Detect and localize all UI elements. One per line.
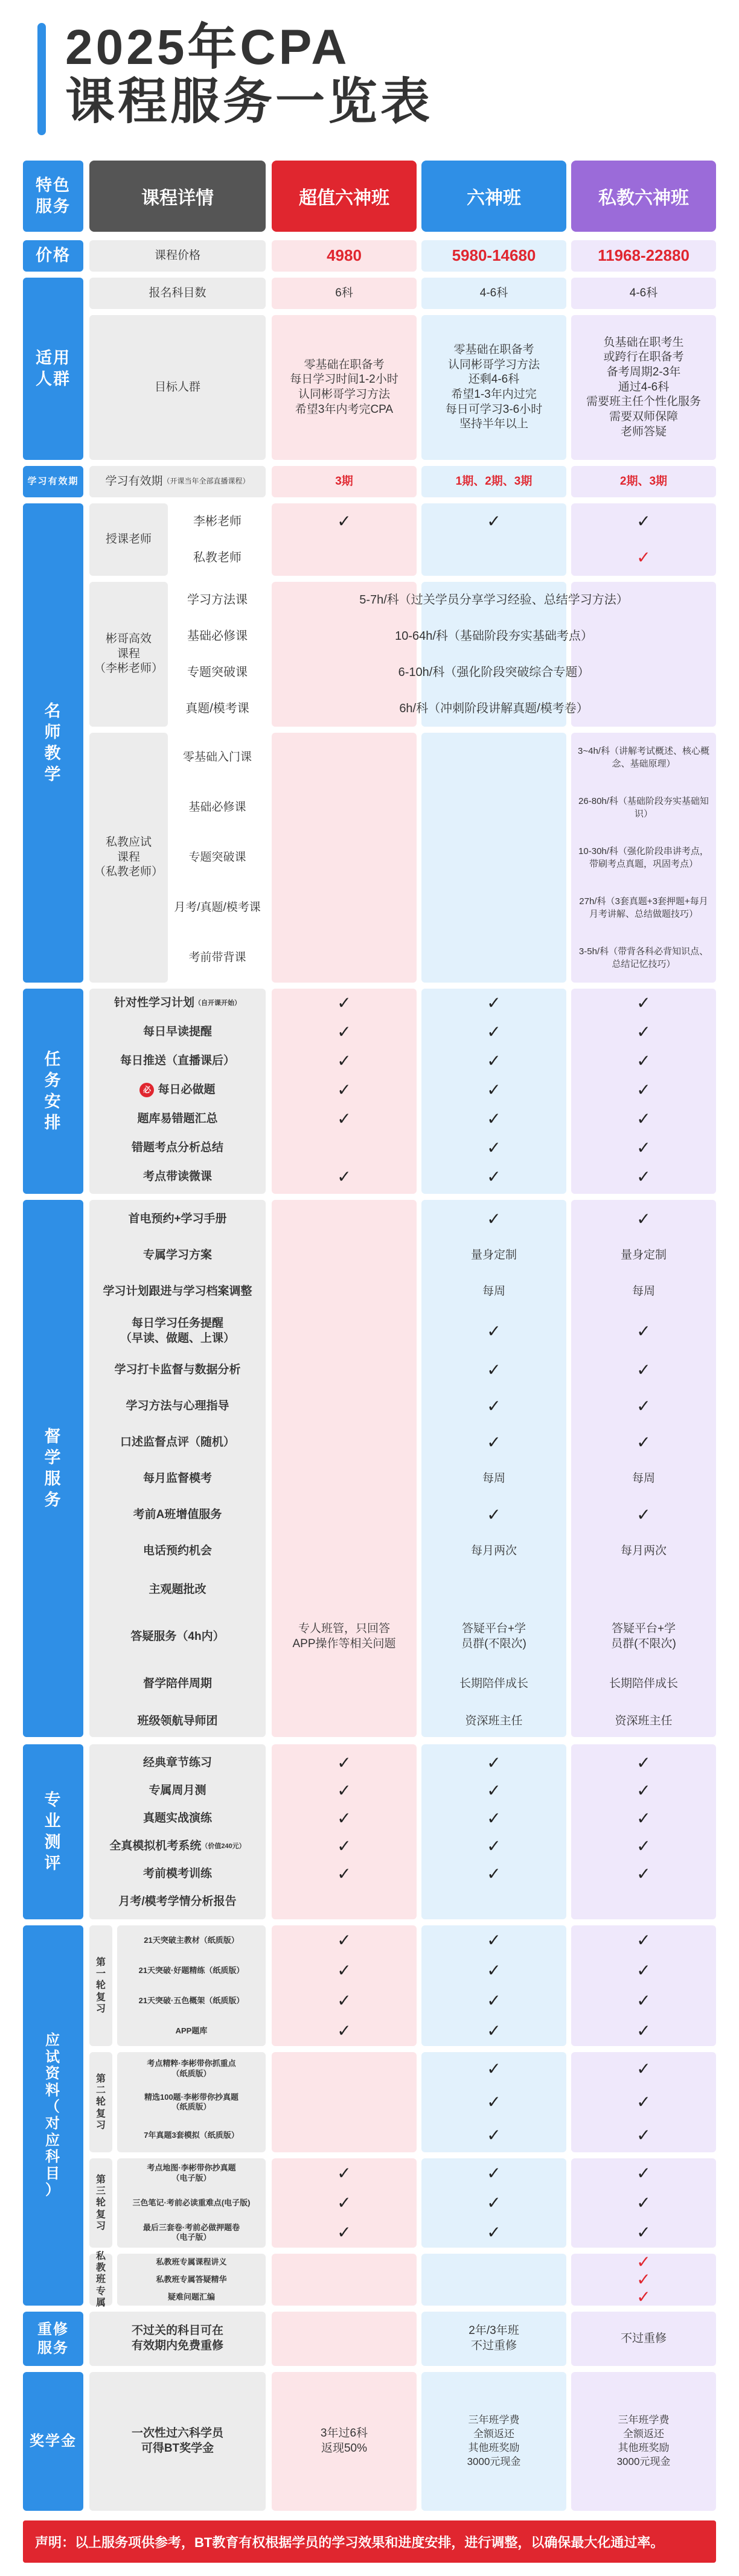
private-item-1: 基础必修课: [188, 801, 246, 814]
supervision-tick-6-plan3: ✓: [636, 1433, 651, 1452]
section-tasks: 任 务 安 排: [23, 989, 83, 1194]
private-item-2: 专题突破课: [188, 851, 246, 864]
supervision-tick-3-plan2: ✓: [487, 1322, 501, 1341]
material-tick-2-2-plan2: ✓: [487, 2223, 501, 2242]
retake-label: 不过关的科目可在 有效期内免费重修: [89, 2312, 266, 2366]
validity-label: 学习有效期: [105, 474, 163, 488]
material-round-3: 私 教 班 专 属: [89, 2254, 112, 2306]
material-item-1-0: 考点精粹·李彬带你抓重点 （纸质版）: [147, 2059, 236, 2078]
supervision-plan3-11: 答疑平台+学 员群(不限次): [611, 1622, 676, 1650]
material-tick-0-3-plan2: ✓: [487, 2021, 501, 2040]
task-tick-1-plan1: ✓: [337, 1022, 351, 1041]
supervision-item-6: 口述监督点评（随机）: [120, 1435, 235, 1449]
material-tick-2-0-plan1: ✓: [337, 2163, 351, 2182]
material-tick-2-2-plan3: ✓: [636, 2223, 651, 2242]
testing-item-label: 真题实战演练: [142, 1811, 212, 1825]
supervision-plan1-note: 专人班管，只回答 APP操作等相关问题: [292, 1622, 396, 1650]
supervision-item-11: 答疑服务（4h内）: [130, 1630, 225, 1643]
supervision-item-2: 学习计划跟进与学习档案调整: [103, 1284, 252, 1298]
header-feature-services: 特色 服务: [23, 161, 83, 232]
supervision-item-9: 电话预约机会: [142, 1544, 212, 1557]
bin-item-0: 学习方法课: [187, 593, 248, 607]
task-tick-3-plan1: ✓: [337, 1080, 351, 1099]
private-item-4: 考前带背课: [188, 951, 246, 964]
task-item-5: [89, 1133, 266, 1162]
private-plan-2-bg: [421, 733, 566, 983]
task-tick-4-plan1: ✓: [337, 1109, 351, 1128]
task-tick-5-plan3: ✓: [636, 1138, 651, 1157]
supervision-plan3-9: 每月两次: [620, 1544, 667, 1557]
supervision-item-10: 主观题批改: [149, 1583, 206, 1596]
testing-tick-2-plan1: ✓: [337, 1809, 351, 1828]
task-item-label: 针对性学习计划: [114, 996, 194, 1009]
bin-item-value-2: 6-10h/科（强化阶段突破综合专题）: [398, 666, 590, 679]
task-item-label: 每日必做题: [158, 1083, 216, 1096]
task-tick-0-plan3: ✓: [636, 993, 651, 1012]
task-item-label: 每日早读提醒: [142, 1025, 212, 1038]
material-plan1-bg-1: [272, 2052, 417, 2152]
subjects-plan-1: 6科: [272, 278, 417, 309]
supervision-item-4: 学习打卡监督与数据分析: [114, 1363, 241, 1376]
supervision-item-3: 每日学习任务提醒 （早读、做题、上课）: [120, 1317, 235, 1345]
scholarship-plan-2: 三年班学费 全额返还 其他班奖励 3000元现金: [421, 2372, 566, 2511]
material-tick-0-3-plan1: ✓: [337, 2021, 351, 2040]
material-tick-2-1-plan3: ✓: [636, 2193, 651, 2212]
material-tick-0-2-plan1: ✓: [337, 1991, 351, 2010]
testing-item-2: [89, 1805, 266, 1832]
material-item-1-2: 7年真题3套模拟（纸质版）: [144, 2131, 239, 2140]
testing-tick-3-plan3: ✓: [636, 1837, 651, 1855]
material-tick-2-1-plan1: ✓: [337, 2193, 351, 2212]
private-item-value-1: 26-80h/科（基础阶段夯实基础知识）: [578, 796, 709, 819]
testing-item-label: 经典章节练习: [142, 1756, 212, 1769]
testing-item-1: [89, 1777, 266, 1805]
testing-tick-0-plan1: ✓: [337, 1753, 351, 1772]
task-tick-5-plan2: ✓: [487, 1138, 501, 1157]
material-tick-1-0-plan3: ✓: [636, 2059, 651, 2078]
task-plan-note: （自开课开始）: [194, 999, 241, 1007]
page-title-line2: 课程服务一览表: [65, 74, 433, 129]
supervision-item-1: 专属学习方案: [142, 1248, 212, 1261]
tick-li-plan3: ✓: [636, 512, 651, 531]
validity-plan-3: 2期、3期: [571, 466, 716, 497]
material-tick-1-1-plan3: ✓: [636, 2093, 651, 2111]
task-item-4: [89, 1105, 266, 1133]
validity-label-cell: [89, 466, 266, 497]
task-item-1: [89, 1018, 266, 1047]
supervision-plan3-2: 每周: [632, 1284, 655, 1298]
private-plan-1-bg: [272, 733, 417, 983]
testing-item-label: 全真模拟机考系统: [109, 1839, 202, 1852]
material-tick-2-0-plan3: ✓: [636, 2163, 651, 2182]
price-label: 课程价格: [89, 240, 266, 272]
testing-item-label: 专属周月测: [149, 1784, 206, 1797]
material-item-3-0: 私教班专属课程讲义: [156, 2257, 227, 2267]
supervision-plan2-13: 资深班主任: [465, 1714, 523, 1727]
task-tick-2-plan3: ✓: [636, 1051, 651, 1070]
supervision-tick-8-plan2: ✓: [487, 1505, 501, 1524]
material-tick-1-0-plan2: ✓: [487, 2059, 501, 2078]
task-item-label: 题库易错题汇总: [137, 1112, 218, 1125]
testing-tick-4-plan2: ✓: [487, 1864, 501, 1883]
task-item-0: [89, 989, 266, 1018]
testing-tick-3-plan1: ✓: [337, 1837, 351, 1855]
section-materials: 应 试 资 料 （ 对 应 科 目 ）: [23, 1925, 83, 2306]
material-plan2-bg-3: [421, 2254, 566, 2306]
title-accent-bar: [37, 23, 46, 135]
section-retake: 重修 服务: [23, 2312, 83, 2366]
material-tick-0-0-plan3: ✓: [636, 1931, 651, 1950]
tick-li-plan2: ✓: [487, 512, 501, 531]
hot-badge-icon: 必: [139, 1083, 154, 1097]
testing-tick-0-plan3: ✓: [636, 1753, 651, 1772]
testing-item-0: [89, 1749, 266, 1777]
header-plan-3: 私教六神班: [571, 161, 716, 232]
supervision-item-8: 考前A班增值服务: [133, 1508, 222, 1521]
supervision-item-5: 学习方法与心理指导: [126, 1399, 229, 1412]
tick-private-plan3: ✓: [636, 548, 651, 567]
material-tick-0-0-plan1: ✓: [337, 1931, 351, 1950]
scholarship-label: 一次性过六科学员 可得BT奖学金: [89, 2372, 266, 2511]
private-item-value-4: 3-5h/科（带背各科必背知识点、总结记忆技巧）: [578, 946, 709, 969]
bin-item-value-0: 5-7h/科（过关学员分享学习经验、总结学习方法）: [359, 593, 629, 607]
bin-course-group: 彬哥高效 课程 （李彬老师）: [89, 582, 168, 727]
private-item-value-3: 27h/科（3套真题+3套押题+每月月考讲解、总结做题技巧）: [579, 896, 708, 919]
supervision-tick-5-plan3: ✓: [636, 1397, 651, 1415]
supervision-tick-0-plan3: ✓: [636, 1210, 651, 1228]
material-tick-1-1-plan2: ✓: [487, 2093, 501, 2111]
private-teacher-label: 私教老师: [193, 551, 242, 564]
task-tick-4-plan3: ✓: [636, 1109, 651, 1128]
supervision-tick-0-plan2: ✓: [487, 1210, 501, 1228]
task-item-label: 每日推送（直播课后）: [120, 1054, 235, 1067]
testing-item-4: [89, 1860, 266, 1888]
material-tick-0-3-plan3: ✓: [636, 2021, 651, 2040]
section-validity: 学习有效期: [23, 466, 83, 497]
price-plan-2: 5980-14680: [421, 240, 566, 272]
bin-item-1: 基础必修课: [187, 630, 248, 643]
testing-item-3: [89, 1832, 266, 1860]
material-tick-0-0-plan2: ✓: [487, 1931, 501, 1950]
material-tick-3-0-plan3: ✓: [636, 2252, 651, 2272]
task-tick-1-plan3: ✓: [636, 1022, 651, 1041]
supervision-plan2-7: 每周: [482, 1471, 505, 1485]
material-item-1-1: 精选100题·李彬带你抄真题 （纸质版）: [144, 2092, 239, 2111]
price-plan-1: 4980: [272, 240, 417, 272]
supervision-item-7: 每月监督模考: [142, 1471, 212, 1485]
subjects-plan-2: 4-6科: [421, 278, 566, 309]
material-item-2-0: 考点地图·李彬带你抄真题 （电子版）: [147, 2163, 236, 2182]
supervision-plan3-12: 长期陪伴成长: [609, 1677, 678, 1690]
validity-plan-2: 1期、2期、3期: [421, 466, 566, 497]
task-item-3: [89, 1076, 266, 1105]
testing-tick-2-plan2: ✓: [487, 1809, 501, 1828]
supervision-plan2-1: 量身定制: [470, 1248, 517, 1261]
material-tick-0-1-plan2: ✓: [487, 1961, 501, 1980]
retake-plan-3: 不过重修: [571, 2312, 716, 2366]
private-item-3: 月考/真题/模考课: [174, 901, 261, 914]
target-plan-3: 负基础在职考生 或跨行在职备考 备考周期2-3年 通过4-6科 需要班主任个性化服务 需要双师保障 老师答疑: [571, 315, 716, 460]
supervision-plan2-2: 每周: [482, 1284, 505, 1298]
material-item-0-2: 21天突破·五色概架（纸质版）: [138, 1995, 245, 2005]
testing-tick-1-plan2: ✓: [487, 1781, 501, 1800]
section-testing: 专 业 测 评: [23, 1744, 83, 1919]
material-tick-2-2-plan1: ✓: [337, 2223, 351, 2242]
supervision-tick-4-plan2: ✓: [487, 1360, 501, 1379]
supervision-item-12: 督学陪伴周期: [142, 1677, 212, 1690]
validity-plan-1: 3期: [272, 466, 417, 497]
supervision-plan3-7: 每周: [632, 1471, 655, 1485]
material-item-0-1: 21天突破·好题精练（纸质版）: [138, 1965, 245, 1975]
supervision-plan-1-bg: [272, 1200, 417, 1737]
task-tick-2-plan1: ✓: [337, 1051, 351, 1070]
testing-tick-4-plan1: ✓: [337, 1864, 351, 1883]
supervision-plan3-1: 量身定制: [620, 1248, 667, 1261]
header-plan-2: 六神班: [421, 161, 566, 232]
material-tick-0-2-plan3: ✓: [636, 1991, 651, 2010]
bin-item-2: 专题突破课: [187, 666, 248, 679]
subjects-plan-3: 4-6科: [571, 278, 716, 309]
supervision-item-0: 首电预约+学习手册: [128, 1212, 227, 1225]
testing-item-label: 考前模考训练: [142, 1867, 212, 1880]
bin-item-value-3: 6h/科（冲刺阶段讲解真题/模考卷）: [399, 702, 589, 715]
task-item-label: 错题考点分析总结: [131, 1141, 223, 1154]
price-plan-3: 11968-22880: [571, 240, 716, 272]
material-item-2-1: 三色笔记·考前必读重难点(电子版): [132, 2198, 251, 2207]
task-tick-2-plan2: ✓: [487, 1051, 501, 1070]
scholarship-plan-3: 三年班学费 全额返还 其他班奖励 3000元现金: [571, 2372, 716, 2511]
private-item-value-0: 3~4h/科（讲解考试概述、核心概念、基础原理）: [578, 746, 709, 769]
supervision-tick-8-plan3: ✓: [636, 1505, 651, 1524]
supervision-tick-4-plan3: ✓: [636, 1360, 651, 1379]
testing-item-5: [89, 1888, 266, 1916]
section-supervision: 督 学 服 务: [23, 1200, 83, 1737]
task-tick-3-plan3: ✓: [636, 1080, 651, 1099]
disclaimer-footer: 声明：以上服务项供参考，BT教育有权根据学员的学习效果和进度安排，进行调整，以确保最大化通过率。: [23, 2520, 716, 2563]
section-price: 价格: [23, 240, 83, 272]
testing-item-label: 月考/模考学情分析报告: [118, 1895, 237, 1908]
task-item-2: [89, 1047, 266, 1076]
material-tick-0-2-plan2: ✓: [487, 1991, 501, 2010]
section-scholarship: 奖学金: [23, 2372, 83, 2511]
supervision-plan3-13: 资深班主任: [615, 1714, 673, 1727]
task-tick-6-plan3: ✓: [636, 1167, 651, 1186]
section-teaching: 名 师 教 学: [23, 503, 83, 983]
task-tick-4-plan2: ✓: [487, 1109, 501, 1128]
testing-tick-1-plan3: ✓: [636, 1781, 651, 1800]
retake-plan-2: 2年/3年班 不过重修: [421, 2312, 566, 2366]
material-item-2-2: 最后三套卷·考前必做押题卷 （电子版）: [142, 2223, 240, 2242]
material-tick-2-0-plan2: ✓: [487, 2163, 501, 2182]
supervision-plan2-11: 答疑平台+学 员群(不限次): [461, 1622, 526, 1650]
material-tick-3-1-plan3: ✓: [636, 2270, 651, 2289]
supervision-item-13: 班级领航导师团: [137, 1714, 218, 1727]
retake-plan-1: [272, 2312, 417, 2366]
task-item-label: 考点带读微课: [142, 1170, 212, 1183]
material-round-0: 第 一 轮 复 习: [89, 1925, 112, 2046]
supervision-plan2-9: 每月两次: [470, 1544, 517, 1557]
testing-tick-2-plan3: ✓: [636, 1809, 651, 1828]
supervision-tick-3-plan3: ✓: [636, 1322, 651, 1341]
material-item-0-0: 21天突破主教材（纸质版）: [144, 1935, 239, 1945]
private-item-0: 零基础入门课: [182, 751, 252, 764]
material-item-0-3: APP题库: [175, 2026, 208, 2035]
subjects-label: 报名科目数: [89, 278, 266, 309]
testing-tick-3-plan2: ✓: [487, 1837, 501, 1855]
target-plan-2: 零基础在职备考 认同彬哥学习方法 还剩4-6科 希望1-3年内过完 每日可学习3-6小时 坚持半年以上: [421, 315, 566, 460]
material-round-1: 第 二 轮 复 习: [89, 2052, 112, 2152]
testing-tick-4-plan3: ✓: [636, 1864, 651, 1883]
task-tick-3-plan2: ✓: [487, 1080, 501, 1099]
task-tick-1-plan2: ✓: [487, 1022, 501, 1041]
target-plan-1: 零基础在职备考 每日学习时间1-2小时 认同彬哥学习方法 希望3年内考完CPA: [272, 315, 417, 460]
supervision-plan2-12: 长期陪伴成长: [459, 1677, 528, 1690]
header-course-detail: 课程详情: [89, 161, 266, 232]
supervision-tick-6-plan2: ✓: [487, 1433, 501, 1452]
private-item-value-2: 10-30h/科（强化阶段串讲考点，带刷考点真题，巩固考点）: [578, 846, 709, 869]
tick-li-plan1: ✓: [337, 512, 351, 531]
testing-tick-0-plan2: ✓: [487, 1753, 501, 1772]
testing-tick-1-plan1: ✓: [337, 1781, 351, 1800]
material-tick-0-1-plan3: ✓: [636, 1961, 651, 1980]
private-course-group: 私教应试 课程 （私教老师）: [89, 733, 168, 983]
material-tick-3-2-plan3: ✓: [636, 2287, 651, 2306]
task-tick-6-plan2: ✓: [487, 1167, 501, 1186]
material-round-2: 第 三 轮 复 习: [89, 2158, 112, 2248]
bin-item-value-1: 10-64h/科（基础阶段夯实基础考点）: [395, 630, 593, 643]
validity-note: （开课当年全部直播课程）: [162, 477, 250, 486]
material-tick-2-1-plan2: ✓: [487, 2193, 501, 2212]
material-tick-1-2-plan3: ✓: [636, 2126, 651, 2145]
teachers-group: 授课老师: [89, 503, 168, 576]
supervision-tick-5-plan2: ✓: [487, 1397, 501, 1415]
target-label: 目标人群: [89, 315, 266, 460]
scholarship-plan-1: 3年过6科 返现50%: [272, 2372, 417, 2511]
page-title-line1: 2025年CPA: [65, 20, 350, 75]
task-tick-0-plan1: ✓: [337, 993, 351, 1012]
material-tick-1-2-plan2: ✓: [487, 2126, 501, 2145]
testing-sim-note: （价值240元）: [201, 1842, 246, 1850]
task-item-6: [89, 1162, 266, 1191]
section-audience: 适用 人群: [23, 278, 83, 460]
bin-item-3: 真题/模考课: [185, 702, 249, 715]
material-tick-0-1-plan1: ✓: [337, 1961, 351, 1980]
material-plan1-bg-3: [272, 2254, 417, 2306]
material-item-3-2: 疑难问题汇编: [167, 2292, 215, 2301]
task-tick-6-plan1: ✓: [337, 1167, 351, 1186]
header-plan-1: 超值六神班: [272, 161, 417, 232]
task-tick-0-plan2: ✓: [487, 993, 501, 1012]
material-item-3-1: 私教班专属答疑精华: [156, 2274, 227, 2284]
li-teacher-label: 李彬老师: [193, 515, 242, 528]
